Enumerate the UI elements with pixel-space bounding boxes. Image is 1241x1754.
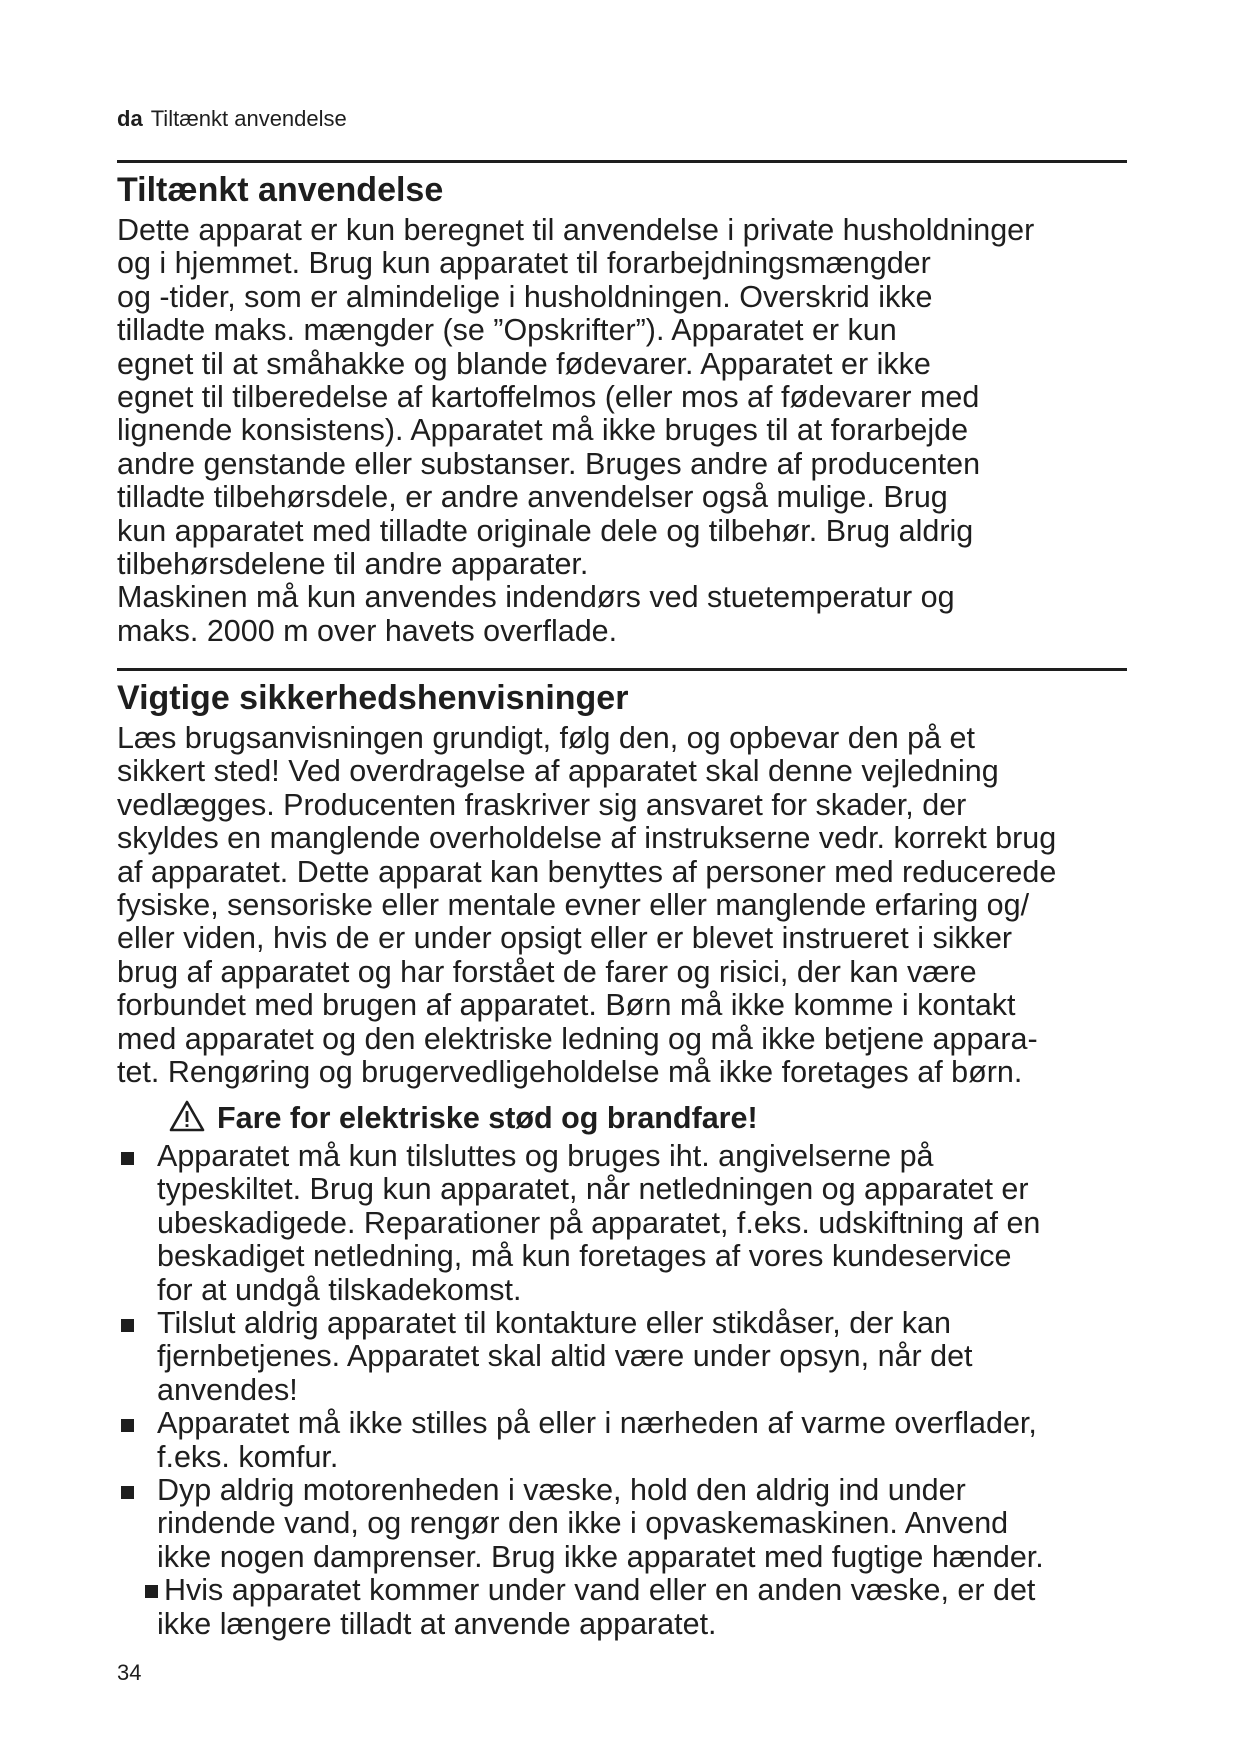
text-line: og i hjemmet. Brug kun apparatet til forarbejdningsmængder [117,246,931,281]
text-line: brug af apparatet og har forstået de farer og risici, der kan være [117,954,977,989]
text-line: ikke længere tilladt at anvende apparatet. [157,1606,717,1641]
text-line: anvendes! [157,1372,298,1407]
text-line: rindende vand, og rengør den ikke i opvaskemaskinen. Anvend [157,1506,1009,1541]
text-line: forbundet med brugen af apparatet. Børn må ikke komme i kontakt [117,988,1016,1023]
text-line: tilbehørsdelene til andre apparater. [117,547,589,582]
text-line: fysiske, sensoriske eller mentale evner eller manglende erfaring og/ [117,888,1030,923]
text-line: tilladte tilbehørsdele, er andre anvendelser også mulige. Brug [117,480,948,515]
text-line: skyldes en manglende overholdelse af instrukserne vedr. korrekt brug [117,821,1057,856]
square-bullet-icon [121,1319,134,1332]
safety-intro-text [117,722,1127,1089]
text-line: tet. Rengøring og brugervedligeholdelse må ikke foretages af børn. [117,1055,1023,1090]
list-item [117,1140,1127,1307]
text-line-with-bullet [157,1574,1127,1607]
list-item [117,1407,1127,1474]
section-rule [117,668,1127,671]
text-line: Dyp aldrig motorenheden i væske, hold den aldrig ind under [157,1473,966,1508]
text-line: tilladte maks. mængder (se ”Opskrifter”). Apparatet er kun [117,313,897,348]
text-line: Dette apparat er kun beregnet til anvendelse i private husholdninger [117,213,1035,247]
running-header [117,106,347,132]
intended-use-text [117,214,1127,648]
text-line: andre genstande eller substanser. Bruges andre af producenten [117,446,981,481]
square-bullet-icon [121,1486,134,1499]
text-line: Apparatet må kun tilsluttes og bruges iht. angivelserne på [157,1139,934,1173]
text-line: lignende konsistens). Apparatet må ikke bruges til at forarbejde [117,413,969,448]
square-bullet-icon [121,1419,134,1432]
text-line: sikkert sted! Ved overdragelse af apparatet skal denne vejledning [117,754,999,789]
square-bullet-icon [121,1152,134,1165]
page-number: 34 [117,1660,142,1685]
text-line: for at undgå tilskadekomst. [157,1272,522,1307]
warning-title-text: Fare for elektriske stød og brandfare! [217,1101,758,1135]
text-line: vedlægges. Producenten fraskriver sig ansvaret for skader, der [117,787,967,822]
text-line: eller viden, hvis de er under opsigt eller er blevet instrueret i sikker [117,921,1013,956]
text-line: kun apparatet med tilladte originale dele og tilbehør. Brug aldrig [117,513,974,548]
text-line: af apparatet. Dette apparat kan benyttes af personer med reducerede [117,854,1057,889]
text-line: og -tider, som er almindelige i husholdningen. Overskrid ikke [117,279,933,314]
list-item [117,1474,1127,1641]
text-line: Maskinen må kun anvendes indendørs ved stuetemperatur og [117,580,955,615]
text-line: Apparatet må ikke stilles på eller i nærheden af varme overflader, [157,1406,1037,1441]
inline-bullet-text: Hvis apparatet kommer under vand eller en anden væske, er det [164,1573,1036,1608]
text-line: egnet til at småhakke og blande fødevarer. Apparatet er ikke [117,346,931,381]
square-bullet-icon [145,1585,158,1598]
text-line: egnet til tilberedelse af kartoffelmos (eller mos af fødevarer med [117,380,980,415]
warning-heading [169,1100,758,1136]
text-line: Læs brugsanvisningen grundigt, følg den, og opbevar den på et [117,721,975,755]
running-header-section: Tiltænkt anvendelse [150,106,347,131]
text-line: med apparatet og den elektriske ledning og må ikke betjene appara- [117,1021,1038,1056]
text-line: Tilslut aldrig apparatet til kontakture eller stikdåser, der kan [157,1306,951,1341]
text-line: beskadiget netledning, må kun foretages af vores kundeservice [157,1239,1012,1274]
section-title-intended-use: Tiltænkt anvendelse [117,171,444,209]
safety-bullet-list [117,1140,1127,1641]
text-line: maks. 2000 m over havets overflade. [117,613,618,648]
warning-triangle-icon [169,1100,205,1132]
document-page [117,0,1127,1754]
list-item [117,1307,1127,1407]
text-line: f.eks. komfur. [157,1439,339,1474]
language-code: da [117,106,143,131]
section-rule [117,160,1127,163]
text-line: ubeskadigede. Reparationer på apparatet, f.eks. udskiftning af en [157,1205,1041,1240]
text-line: fjernbetjenes. Apparatet skal altid være under opsyn, når det [157,1339,973,1374]
text-line: typeskiltet. Brug kun apparatet, når netledningen og apparatet er [157,1172,1029,1207]
text-line: ikke nogen damprenser. Brug ikke apparatet med fugtige hænder. [157,1539,1044,1574]
section-title-safety: Vigtige sikkerhedshenvisninger [117,679,629,717]
